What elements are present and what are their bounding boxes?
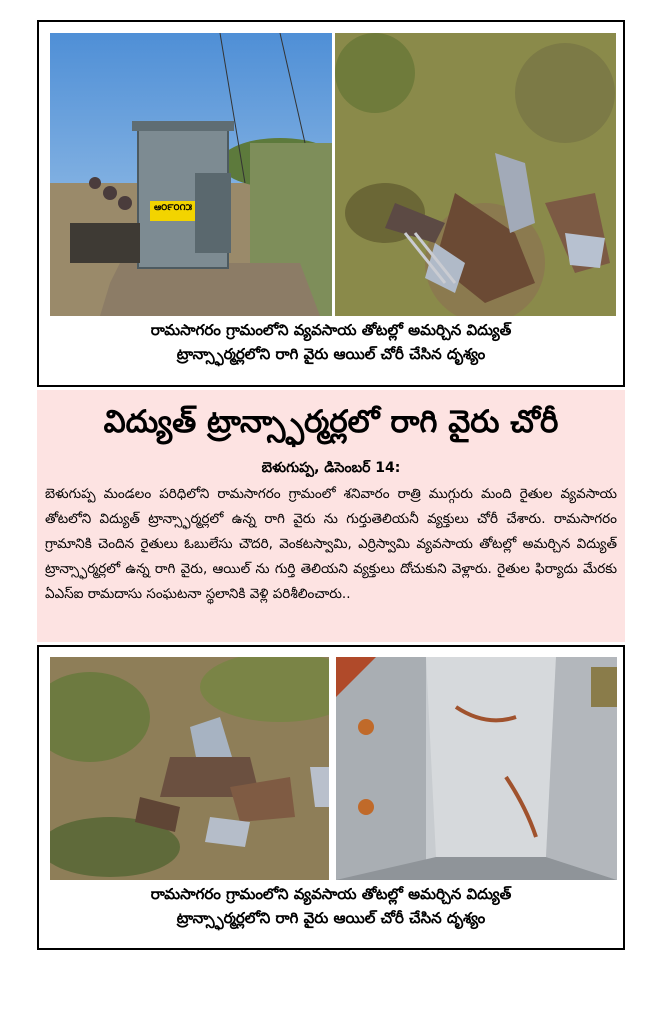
top-caption-line-1: రామసాగరం గ్రామంలోని వ్యవసాయ తోటల్లో అమర్చిన విద్యుత్	[150, 321, 512, 339]
transformer-photo	[50, 33, 332, 316]
top-caption-line-2: ట్రాన్స్ఫార్మర్లలోని రాగి వైరు ఆయిల్ చోరీ చేసిన దృశ్యం	[176, 345, 486, 363]
bottom-caption-line-1: రామసాగరం గ్రామంలోని వ్యవసాయ తోటల్లో అమర్చిన విద్యుత్	[150, 885, 512, 903]
empty-transformer-tank-photo	[336, 657, 617, 880]
bottom-caption-line-2: ట్రాన్స్ఫార్మర్లలోని రాగి వైరు ఆయిల్ చోరీ చేసిన దృశ్యం	[176, 909, 486, 927]
transformer-number-label: ఆ౦౯౦౧౫	[154, 203, 192, 213]
article-body: బెళుగుప్ప మండలం పరిధిలోని రామసాగరం గ్రామంలో శనివారం రాత్రి ముగ్గురు మంది రైతుల వ్యవసాయ తోటలోని విద్యుత్ ట్రాన్స్ఫార్మర్లలో ఉన్న రాగి వైరు ను గుర్తుతెలియనీ వ్యక్తులు చోరీ చేశారు. రామసాగరం గ్రామానికి చెందిన రైతులు ఓబులేసు చౌదరి, వెంకటస్వామి, ఎర్రిస్వామి వ్యవసాయ తోటల్లో అమర్చిన విద్యుత్ ట్రాన్స్ఫార్మర్లలో ఉన్న రాగి వైరు, ఆయిల్ ను గుర్తి తెలియని వ్యక్తులు దోచుకుని వెళ్లారు. రైతుల ఫిర్యాదు మేరకు ఏఎస్ఐ రామదాసు సంఘటనా స్థలానికి వెళ్లి పరిశీలించారు..	[45, 486, 617, 602]
news-article	[37, 390, 625, 642]
top-photo-panel	[37, 20, 625, 387]
article-headline: విద్యుత్ ట్రాన్స్ఫార్మర్లలో రాగి వైరు చోరీ	[103, 404, 559, 440]
bottom-photo-caption	[39, 882, 623, 930]
scrap-on-ground-photo	[50, 657, 329, 880]
top-photo-caption	[39, 318, 623, 366]
bottom-photo-panel	[37, 645, 625, 950]
article-dateline: బెళుగుప్ప, డిసెంబర్ 14:	[261, 460, 401, 476]
scrap-debris-photo	[335, 33, 616, 316]
